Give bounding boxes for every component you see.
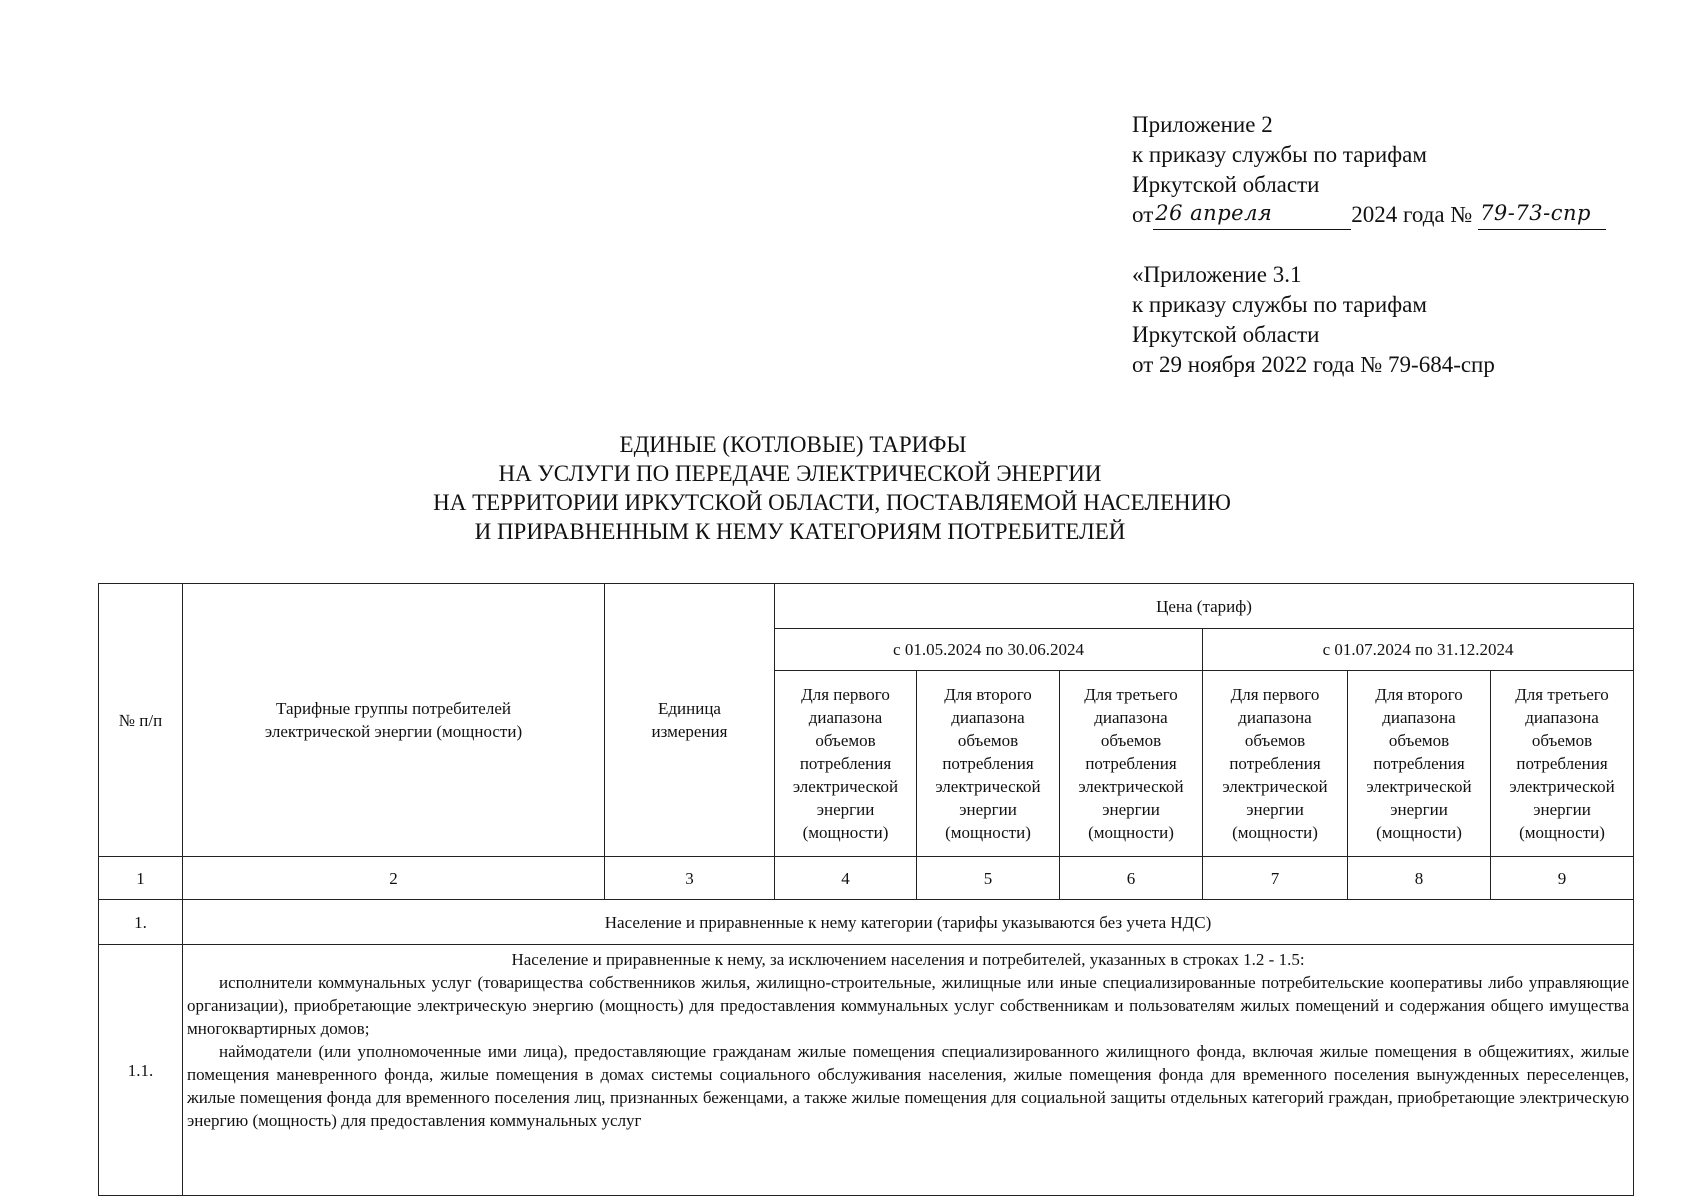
table-row (99, 900, 1634, 945)
table-row (99, 945, 1634, 1196)
appendix-line-1: Приложение 2 (1132, 112, 1273, 137)
header-range-1-p1: Для первого диапазона объемов потребления электрической энергии (мощности) (775, 671, 917, 857)
prev-appendix-line-4: от 29 ноября 2022 года № 79-684-спр (1132, 352, 1495, 377)
date-fill-line (1153, 201, 1351, 230)
header-range-2-p2: Для второго диапазона объемов потребления электрической энергии (мощности) (1348, 671, 1491, 857)
col-number-5: 5 (917, 857, 1060, 900)
tariff-table (98, 583, 1634, 1196)
header-price: Цена (тариф) (775, 584, 1634, 629)
col-number-3: 3 (605, 857, 775, 900)
appendix-line-2: к приказу службы по тарифам (1132, 142, 1427, 167)
header-col-unit (605, 584, 775, 857)
row-1-1-para-1: исполнители коммунальных услуг (товарищества собственников жилья, жилищно-строительные, жилищные или иные специализированные потребительские кооперативы либо управляющие организации), приобретающие электрическую энергию (мощность) для предоставления коммунальных услуг собственникам и пользователям жилых помещений и содержания общего имущества многоквартирных домов; (187, 973, 1630, 1038)
col-number-7: 7 (1203, 857, 1348, 900)
row-1-1-intro: Население и приравненные к нему, за исключением населения и потребителей, указанных в строках 1.2 - 1.5: (511, 950, 1305, 969)
row-1-text: Население и приравненные к нему категории (тарифы указываются без учета НДС) (183, 900, 1634, 945)
header-range-2-p1: Для второго диапазона объемов потребления электрической энергии (мощности) (917, 671, 1060, 857)
col-number-1: 1 (99, 857, 183, 900)
header-col-unit-text: Единица измерения (651, 699, 728, 741)
row-1-num: 1. (99, 900, 183, 945)
header-period-1: с 01.05.2024 по 30.06.2024 (775, 629, 1203, 671)
row-1-1-text (183, 945, 1634, 1196)
col-number-2: 2 (183, 857, 605, 900)
handwritten-number: 79-73-спр (1480, 201, 1591, 225)
appendix-header (1132, 110, 1606, 230)
header-col-num: № п/п (99, 584, 183, 857)
header-col-groups (183, 584, 605, 857)
col-number-9: 9 (1491, 857, 1634, 900)
previous-appendix-header (1132, 260, 1495, 380)
title-line-4: И ПРИРАВНЕННЫМ К НЕМУ КАТЕГОРИЯМ ПОТРЕБИТЕЛЕЙ (474, 519, 1126, 544)
prev-appendix-line-2: к приказу службы по тарифам (1132, 292, 1427, 317)
title-line-2: НА УСЛУГИ ПО ПЕРЕДАЧЕ ЭЛЕКТРИЧЕСКОЙ ЭНЕРГИИ (498, 461, 1102, 486)
col-number-8: 8 (1348, 857, 1491, 900)
appendix-date-line (1132, 200, 1606, 230)
number-fill-line (1478, 201, 1606, 230)
col-number-6: 6 (1060, 857, 1203, 900)
appendix-line-3: Иркутской области (1132, 172, 1320, 197)
handwritten-date: 26 апреля (1155, 201, 1273, 225)
row-1-1-para-2: наймодатели (или уполномоченные ими лица), предоставляющие гражданам жилые помещения специализированного жилищного фонда, включая жилые помещения в общежитиях, жилые помещения маневренного фонда, жилые помещения в домах системы социального обслуживания населения, жилые помещения фонда для временного поселения вынужденных переселенцев, жилые помещения фонда для временного поселения лиц, признанных беженцами, а также жилые помещения для социальной защиты отдельных категорий граждан, приобретающие электрическую энергию (мощность) для предоставления коммунальных услуг (187, 1042, 1630, 1130)
prev-appendix-line-1: «Приложение 3.1 (1132, 262, 1302, 287)
header-range-1-p2: Для первого диапазона объемов потребления электрической энергии (мощности) (1203, 671, 1348, 857)
header-range-3-p2: Для третьего диапазона объемов потребления электрической энергии (мощности) (1491, 671, 1634, 857)
title-line-3: НА ТЕРРИТОРИИ ИРКУТСКОЙ ОБЛАСТИ, ПОСТАВЛЯЕМОЙ НАСЕЛЕНИЮ (433, 490, 1231, 515)
year-text: 2024 года № (1351, 202, 1473, 227)
header-range-3-p1: Для третьего диапазона объемов потребления электрической энергии (мощности) (1060, 671, 1203, 857)
from-prefix: от (1132, 202, 1154, 227)
prev-appendix-line-3: Иркутской области (1132, 322, 1320, 347)
row-1-1-num: 1.1. (99, 945, 183, 1196)
title-line-1: ЕДИНЫЕ (КОТЛОВЫЕ) ТАРИФЫ (619, 432, 967, 457)
document-title (0, 430, 1692, 546)
header-period-2: с 01.07.2024 по 31.12.2024 (1203, 629, 1634, 671)
header-col-groups-text: Тарифные группы потребителей электрической энергии (мощности) (264, 699, 523, 741)
col-number-4: 4 (775, 857, 917, 900)
